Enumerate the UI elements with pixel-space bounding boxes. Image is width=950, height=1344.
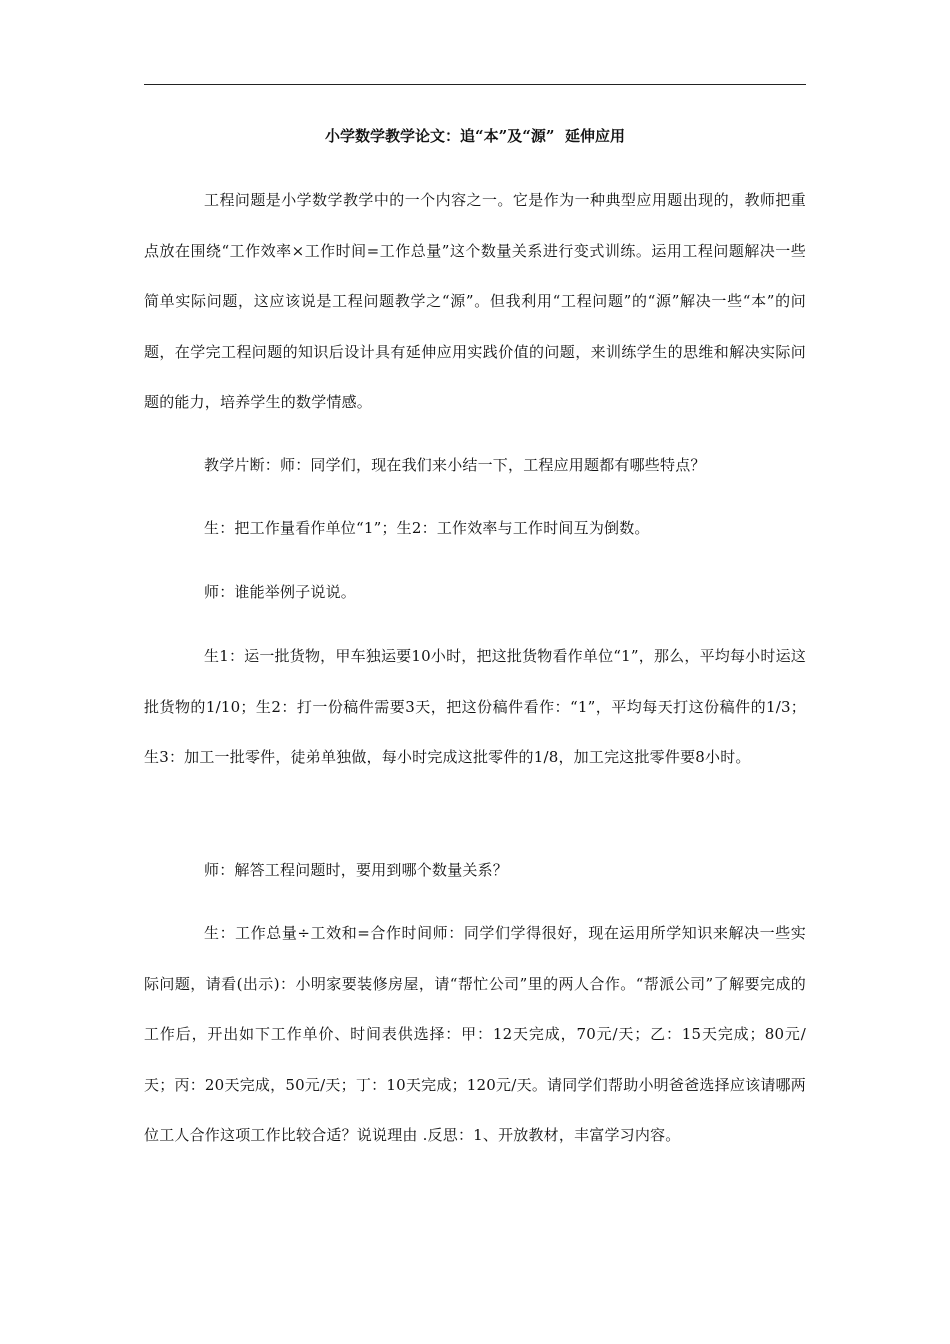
paragraph-teacher-relation: 师：解答工程问题时，要用到哪个数量关系？ bbox=[204, 861, 509, 879]
paragraph-teacher-question: 教学片断：师：同学们，现在我们来小结一下，工程应用题都有哪些特点？ bbox=[204, 456, 706, 474]
paragraph-student-problem: 生：工作总量÷工效和=合作时间师：同学们学得很好，现在运用所学知识来解决一些实际问题，请看(出示)：小明家要装修房屋，请“帮忙公司”里的两人合作。“帮派公司”了解要完成的工作后，开出如下工作单价、时间表供选择：甲：12天完成，70元/天；乙：15天完成；80元/天；丙：20天完成，50元/天；丁：10天完成；120元/天。请同学们帮助小明爸爸选择应该请哪两位工人合作这项工作比较合适？说说理由 .反思：1、开放教材，丰富学习内容。 bbox=[144, 924, 806, 1145]
paragraph-student-examples: 生1：运一批货物，甲车独运要10小时，把这批货物看作单位“1”，那么，平均每小时运这批货物的1/10；生2：打一份稿件需要3天，把这份稿件看作：“1”，平均每天打这份稿件的1/3；生3：加工一批零件，徒弟单独做，每小时完成这批零件的1/8，加工完这批零件要8小时。 bbox=[144, 647, 806, 767]
paragraph-student-answer: 生：把工作量看作单位“1”；生2：工作效率与工作时间互为倒数。 bbox=[204, 519, 650, 537]
paragraph-intro: 工程问题是小学数学教学中的一个内容之一。它是作为一种典型应用题出现的，教师把重点放在围绕“工作效率×工作时间=工作总量”这个数量关系进行变式训练。运用工程问题解决一些简单实际问题，这应该说是工程问题教学之“源”。但我利用“工程问题”的“源”解决一些“本”的问题，在学完工程问题的知识后设计具有延伸应用实践价值的问题，来训练学生的思维和解决实际问题的能力，培养学生的数学情感。 bbox=[144, 191, 806, 412]
paragraph-teacher-prompt: 师：谁能举例子说说。 bbox=[204, 583, 357, 601]
document-title: 小学数学教学论文：追“本”及“源” 延伸应用 bbox=[325, 127, 625, 145]
header-rule bbox=[144, 84, 806, 85]
